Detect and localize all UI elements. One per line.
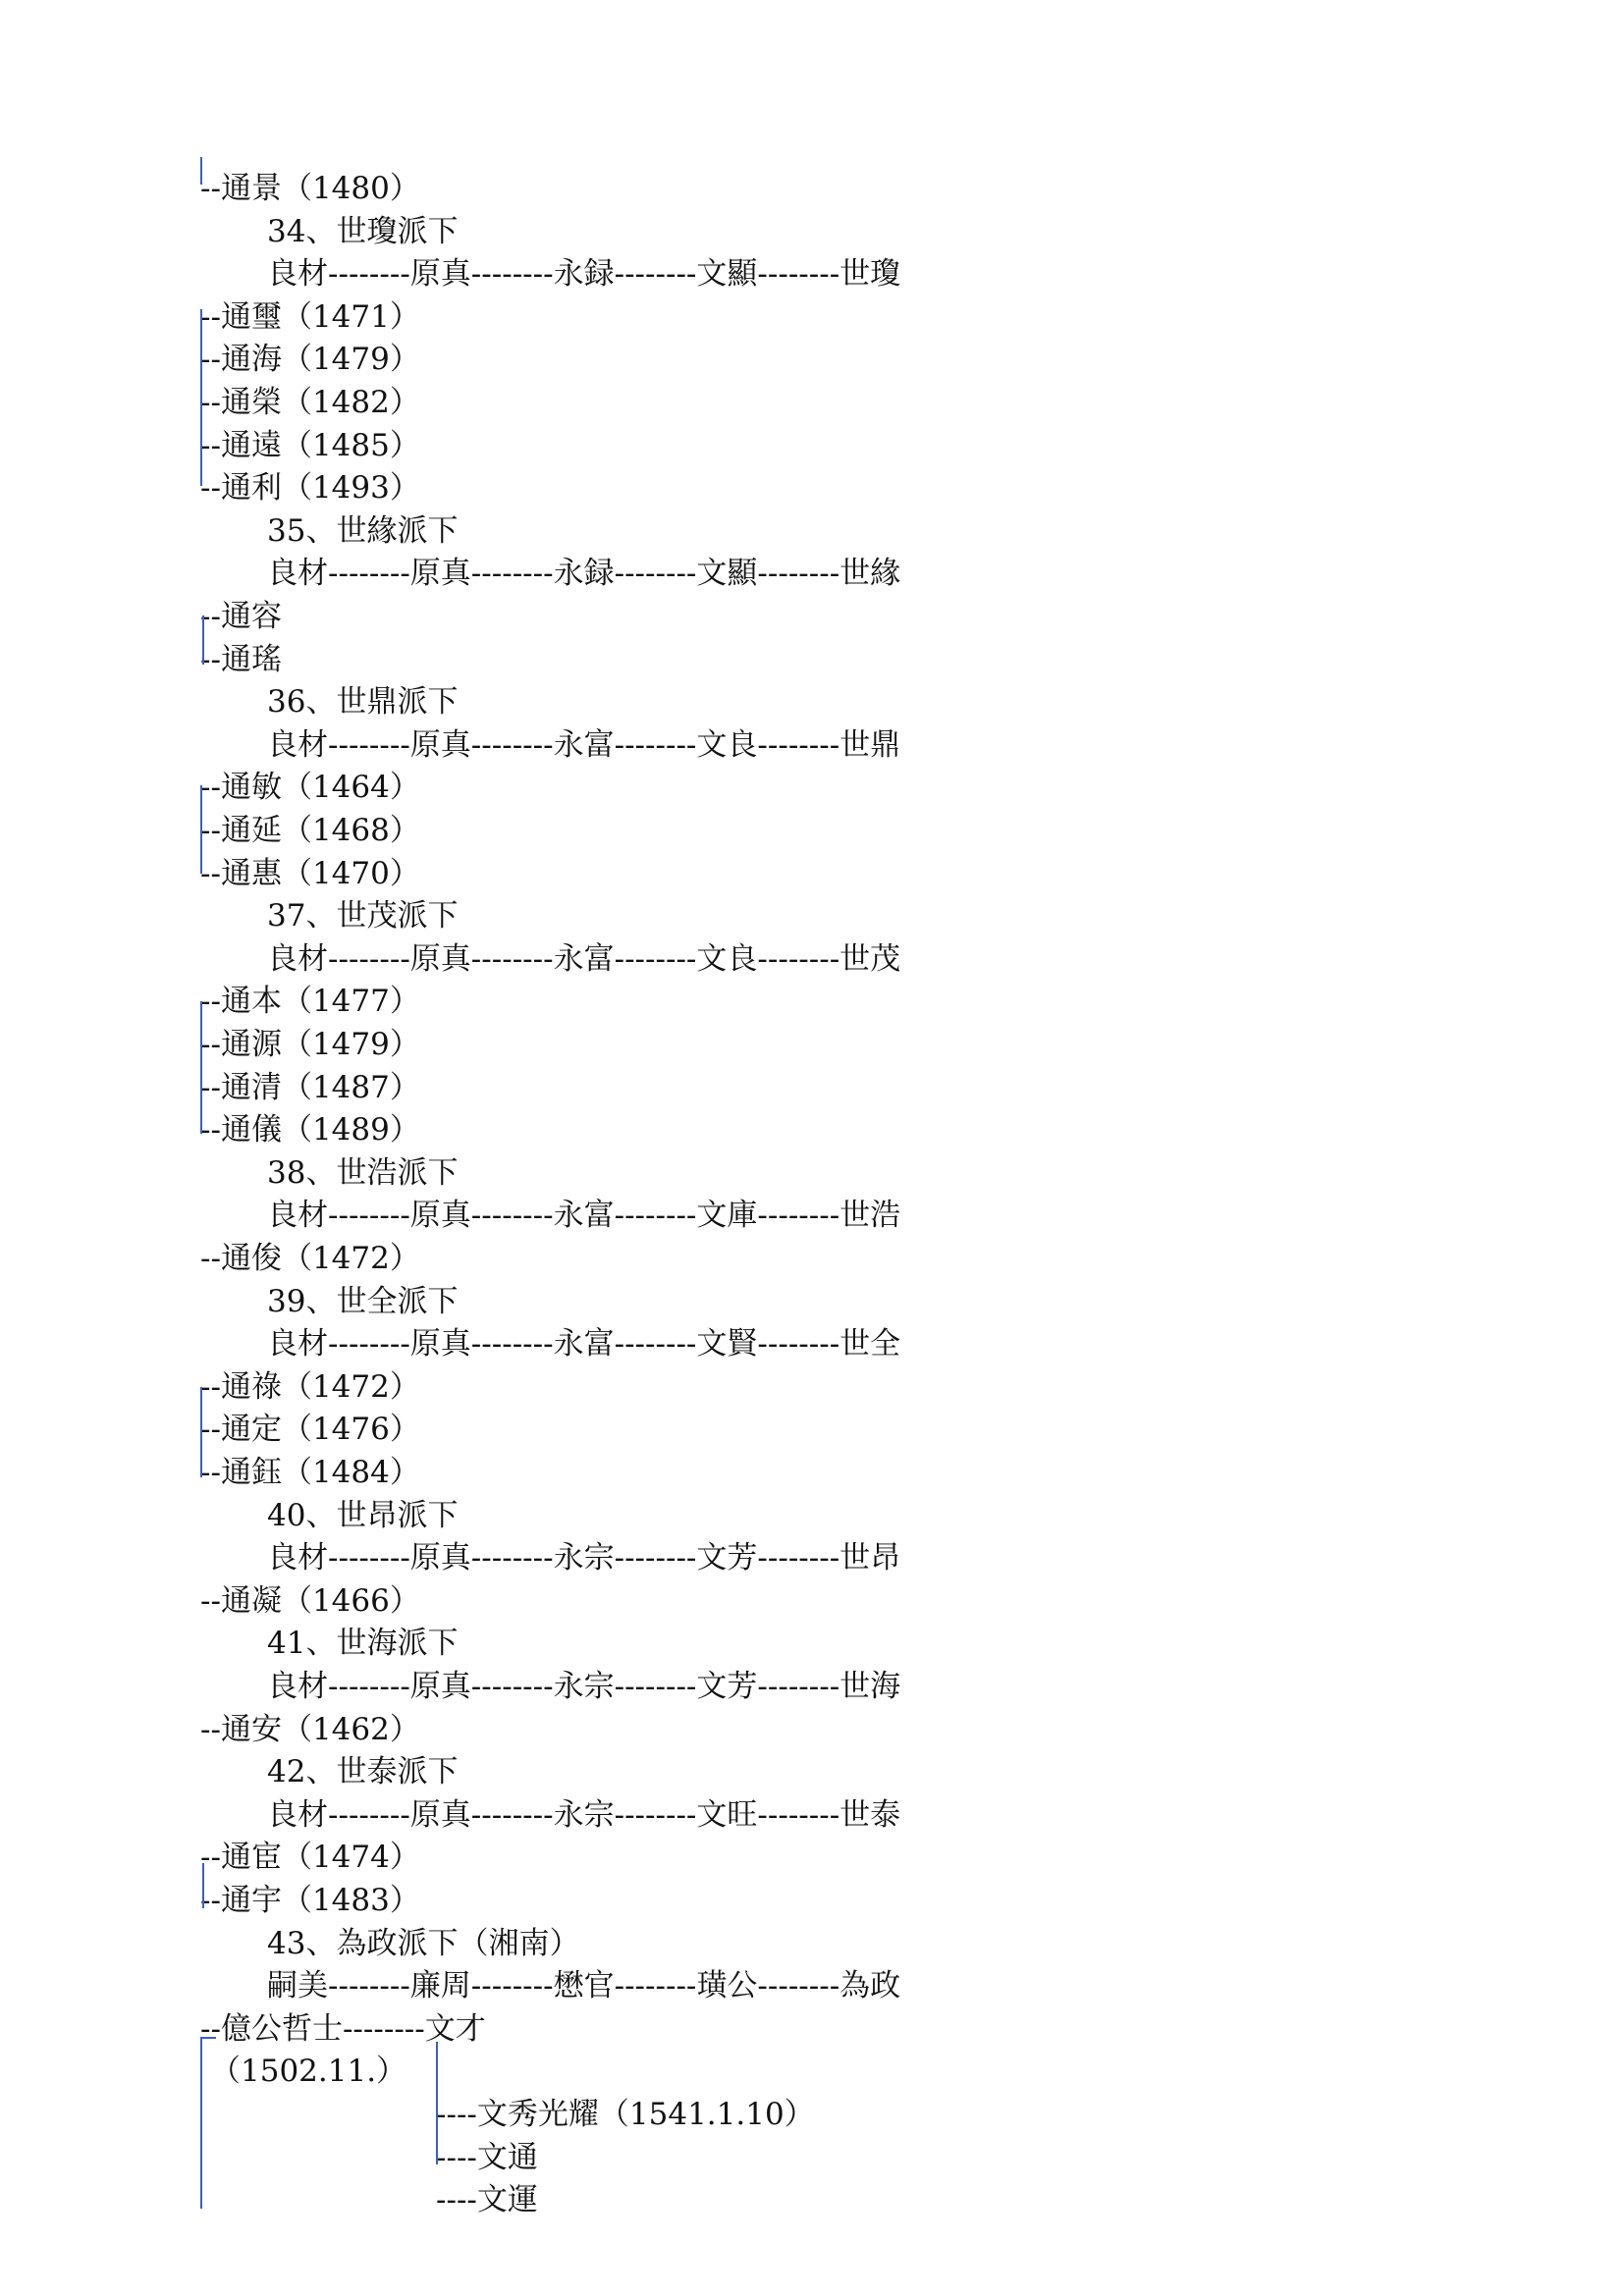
descendant-entry: --通景（1480）: [200, 171, 420, 206]
connector-line: [200, 2037, 202, 2209]
connector-line: [200, 157, 202, 185]
descendant-entry: --通宦（1474）: [200, 1840, 420, 1876]
section-heading: 35、世緣派下: [267, 512, 459, 549]
descendant-entry: --通榮（1482）: [200, 385, 420, 420]
descendant-entry: --通延（1468）: [200, 813, 420, 848]
connector-line: [200, 1001, 202, 1134]
descendant-entry: --通儀（1489）: [200, 1112, 420, 1148]
descendant-entry: --通璽（1471）: [200, 298, 420, 335]
descendant-entry: --通惠（1470）: [200, 855, 420, 891]
grandchild-entry: ----文秀光耀（1541.1.10）: [436, 2097, 815, 2132]
descendant-date: （1502.11.）: [210, 2054, 407, 2090]
section-heading: 42、世泰派下: [267, 1754, 459, 1790]
descendant-entry: --通宇（1483）: [200, 1883, 420, 1918]
section-heading: 37、世茂派下: [267, 898, 459, 934]
lineage-chain: 良材--------原真--------永宗--------文芳--------世昂: [267, 1540, 901, 1576]
lineage-chain: 良材--------原真--------永富--------文良--------世鼎: [267, 726, 901, 763]
lineage-chain: 嗣美--------廉周--------懋官--------璜公--------為政: [267, 1968, 901, 2004]
descendant-entry: --通敏（1464）: [200, 770, 420, 806]
descendant-entry: --通源（1479）: [200, 1027, 420, 1062]
descendant-entry: --通祿（1472）: [200, 1368, 420, 1405]
descendant-entry: --通容: [200, 599, 282, 634]
connector-tick: [200, 2037, 216, 2039]
lineage-chain: 良材--------原真--------永録--------文顯--------世緣: [267, 556, 901, 592]
connector-line: [200, 309, 202, 486]
section-heading: 40、世昂派下: [267, 1497, 459, 1533]
descendant-entry: --通海（1479）: [200, 342, 420, 378]
section-heading: 39、世全派下: [267, 1283, 459, 1319]
descendant-entry: --億公哲士--------文才: [200, 2010, 486, 2047]
grandchild-entry: ----文通: [436, 2139, 538, 2175]
lineage-chain: 良材--------原真--------永録--------文顯--------世瓊: [267, 256, 901, 293]
descendant-entry: --通安（1462）: [200, 1711, 420, 1747]
section-heading: 43、為政派下（湘南）: [267, 1925, 580, 1961]
descendant-entry: --通遠（1485）: [200, 427, 420, 463]
connector-line: [202, 1863, 204, 1908]
lineage-chain: 良材--------原真--------永富--------文良--------世茂: [267, 940, 901, 977]
section-heading: 41、世海派下: [267, 1626, 459, 1662]
lineage-chain: 良材--------原真--------永富--------文賢--------世全: [267, 1326, 901, 1362]
lineage-chain: 良材--------原真--------永富--------文庫--------世浩: [267, 1198, 901, 1234]
section-heading: 36、世鼎派下: [267, 684, 459, 721]
section-heading: 38、世浩派下: [267, 1154, 459, 1191]
section-heading: 34、世瓊派下: [267, 213, 459, 249]
lineage-chain: 良材--------原真--------永宗--------文芳--------世海: [267, 1669, 901, 1704]
descendant-entry: --通利（1493）: [200, 470, 420, 507]
descendant-entry: --通凝（1466）: [200, 1582, 420, 1619]
descendant-entry: --通俊（1472）: [200, 1241, 420, 1276]
connector-line: [200, 1387, 202, 1477]
grandchild-entry: ----文運: [436, 2182, 538, 2218]
descendant-entry: --通清（1487）: [200, 1069, 420, 1105]
connector-line: [200, 785, 202, 874]
connector-line: [436, 2042, 438, 2164]
descendant-entry: --通瑤: [200, 641, 282, 677]
connector-line: [202, 615, 204, 665]
lineage-chain: 良材--------原真--------永宗--------文旺--------世泰: [267, 1796, 901, 1833]
descendant-entry: --通定（1476）: [200, 1412, 420, 1448]
descendant-entry: --通鈺（1484）: [200, 1455, 420, 1490]
descendant-entry: --通本（1477）: [200, 984, 420, 1020]
